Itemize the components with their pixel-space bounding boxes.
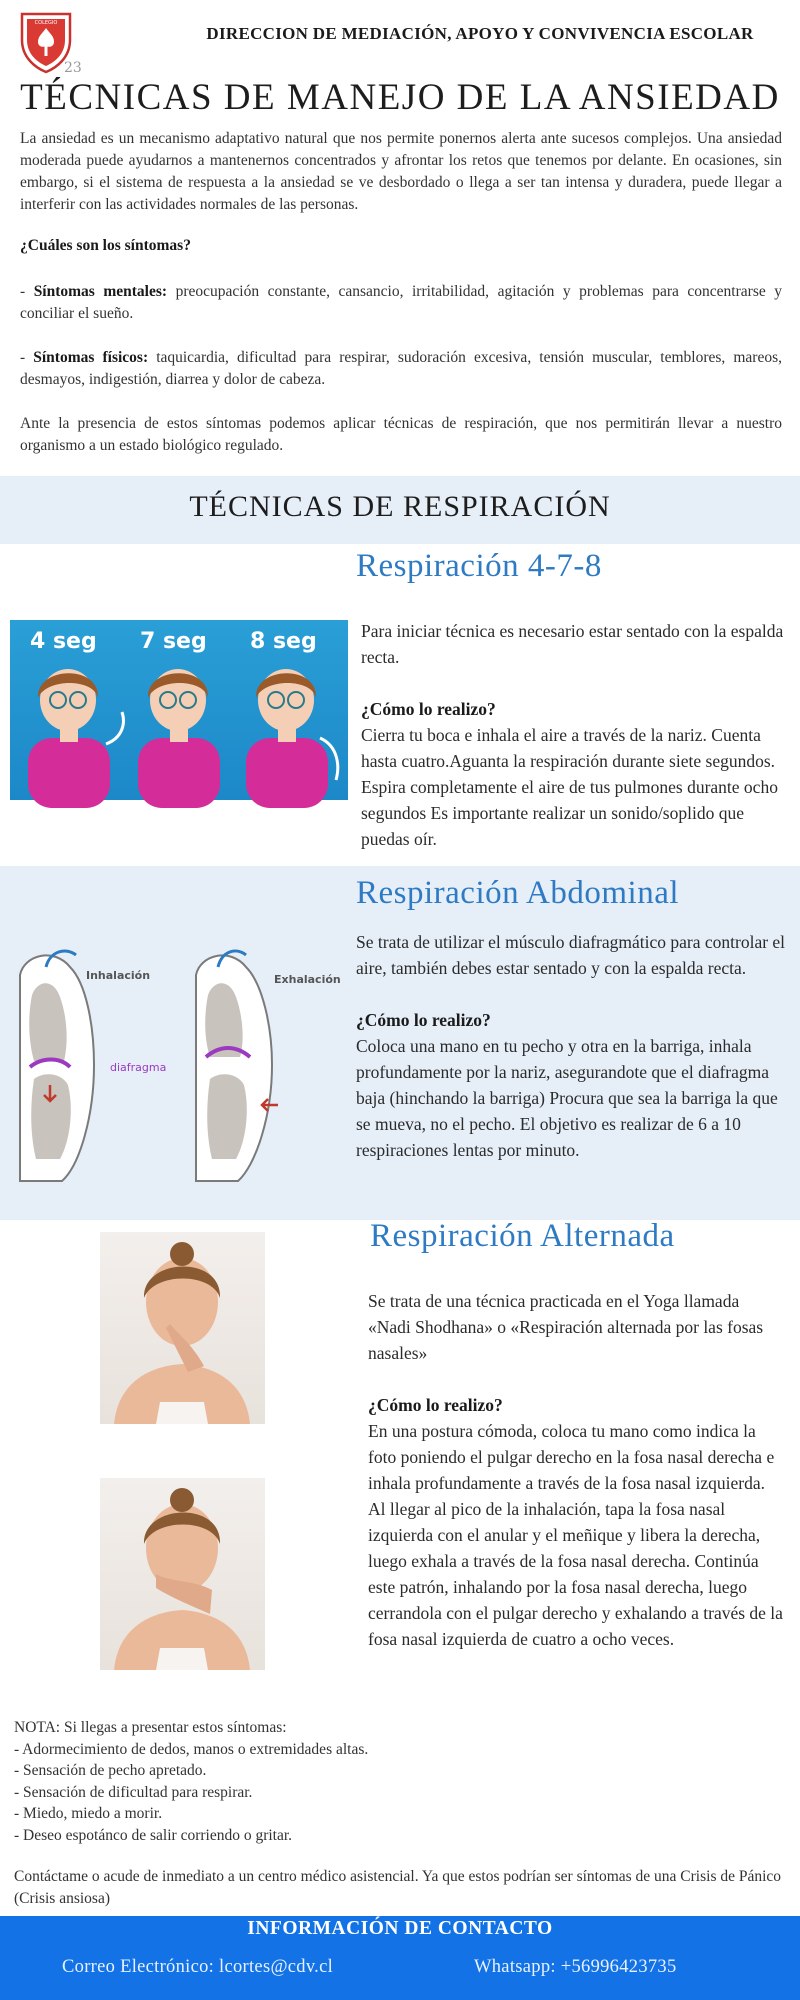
mental-symptoms-label: Síntomas mentales: xyxy=(33,283,168,300)
logo-number: 23 xyxy=(64,60,82,76)
technique-alternate-steps: En una postura cómoda, coloca tu mano como indica la foto poniendo el pulgar derecho en la fosa nasal derecha e inhala profundamente a través de la fosa nasal izquierda. Al llegar al pico de la inhalación, tapa la fosa nasal izquierda con el anular y el meñique y libera la derecha, luego exhala a través de la fosa nasal derecha. Continúa este patrón, inhalando por la fosa nasal derecha, luego cerrandola con el pulgar derecho y exhalando a través de la fosa nasal izquierda de cuatro a ocho veces. xyxy=(368,1421,783,1649)
section-title: TÉCNICAS DE RESPIRACIÓN xyxy=(189,490,611,523)
technique-478-body xyxy=(361,618,791,852)
technique-478-howto: ¿Cómo lo realizo? xyxy=(361,699,496,719)
technique-478-title: Respiración 4-7-8 xyxy=(356,548,602,584)
intro-paragraph: La ansiedad es un mecanismo adaptativo natural que nos permite ponernos alerta ante sucesos complejos. Una ansiedad moderada puede ayudarnos a mantenernos concentrados y afrontar los retos que tenemos por delante. En ocasiones, sin embargo, si el sistema de respuesta a la ansiedad se ve desbordado o llega a ser tan intensa y duradera, puede llegar a interferir con las actividades normales de las personas. xyxy=(20,130,782,213)
girl-figure-1 xyxy=(28,669,110,808)
technique-abdominal-intro: Se trata de utilizar el músculo diafragmático para controlar el aire, también debes estar sentado y con la espalda recta. xyxy=(356,932,786,978)
technique-abdominal-howto: ¿Cómo lo realizo? xyxy=(356,1010,491,1030)
physical-symptoms-text: taquicardia, dificultad para respirar, sudoración excesiva, tensión muscular, temblores, mareos, desmayos, indigestión, diarrea y dolor de cabeza. xyxy=(20,349,782,388)
technique-abdominal-title: Respiración Abdominal xyxy=(356,875,680,911)
mental-symptoms-text: preocupación constante, cansancio, irritabilidad, agitación y problemas para concentrarse y conciliar el sueño. xyxy=(20,283,782,322)
note-item: - Sensación de dificultad para respirar. xyxy=(14,1783,253,1801)
header-title: DIRECCION DE MEDIACIÓN, APOYO Y CONVIVENCIA ESCOLAR xyxy=(206,24,754,43)
girl-figure-3 xyxy=(246,669,338,808)
technique-abdominal-steps: Coloca una mano en tu pecho y otra en la barriga, inhala profundamente por la nariz, asegurandote que el diafragma baja (hinchando la barriga) Procura que sea la barriga la que se mueva, no el pecho. El objetivo es realizar de 6 a 10 respiraciones lentas por minuto. xyxy=(356,1036,778,1160)
label-8-seg: 8 seg xyxy=(250,629,317,654)
arrow-icon xyxy=(106,712,123,744)
exhale-label: Exhalación xyxy=(274,973,341,986)
contact-email-link[interactable]: Correo Electrónico: lcortes@cdv.cl xyxy=(62,1957,334,1977)
school-logo xyxy=(18,10,82,76)
dash: - xyxy=(20,349,26,366)
technique-abdominal-body xyxy=(356,929,792,1163)
technique-478-steps: Cierra tu boca e inhala el aire a través de la nariz. Cuenta hasta cuatro.Aguanta la respiración durante siete segundos. Espira completamente el aire de tus pulmones durante ocho segundos Es importante realizar un sonido/soplido que puedas oír. xyxy=(361,725,778,849)
technique-alternate-howto: ¿Cómo lo realizo? xyxy=(368,1395,503,1415)
technique-alternate-body xyxy=(368,1288,784,1652)
yoga-photo-1 xyxy=(100,1232,265,1424)
label-4-seg: 4 seg xyxy=(30,629,97,654)
diaphragm-label: diafragma xyxy=(110,1061,167,1074)
physical-symptoms-label: Síntomas físicos: xyxy=(33,349,149,366)
symptoms-question: ¿Cuáles son los síntomas? xyxy=(20,237,191,254)
contact-whatsapp-link[interactable]: Whatsapp: +56996423735 xyxy=(474,1957,677,1977)
label-7-seg: 7 seg xyxy=(140,629,207,654)
note-block xyxy=(14,1717,784,1846)
mental-symptoms xyxy=(20,281,782,325)
technique-alternate-title: Respiración Alternada xyxy=(370,1218,675,1254)
technique-alternate-intro: Se trata de una técnica practicada en el Yoga llamada «Nadi Shodhana» o «Respiración alternada por las fosas nasales» xyxy=(368,1291,764,1363)
illustration-478 xyxy=(10,620,348,800)
note-item: - Sensación de pecho apretado. xyxy=(14,1762,207,1779)
inhale-label: Inhalación xyxy=(86,969,151,982)
physical-symptoms xyxy=(20,347,782,391)
girl-figure-2 xyxy=(138,669,220,808)
logo-text: COLEGIO xyxy=(34,20,58,26)
note-item: - Adormecimiento de dedos, manos o extremidades altas. xyxy=(14,1740,369,1758)
footer-title: INFORMACIÓN DE CONTACTO xyxy=(247,1918,553,1939)
illustration-abdominal xyxy=(10,945,342,1185)
technique-478-intro: Para iniciar técnica es necesario estar sentado con la espalda recta. xyxy=(361,621,784,667)
dash: - xyxy=(20,283,26,300)
shield-icon xyxy=(18,10,82,76)
torso-exhale xyxy=(196,955,272,1181)
contact-advice: Contáctame o acude de inmediato a un centro médico asistencial. Ya que estos podrían ser síntomas de una Crisis de Pánico (Crisis ansiosa) xyxy=(14,1868,782,1907)
note-heading: NOTA: Si llegas a presentar estos síntomas: xyxy=(14,1719,287,1736)
yoga-photo-2 xyxy=(100,1478,265,1670)
note-item: - Deseo espotánco de salir corriendo o gritar. xyxy=(14,1826,293,1844)
page-title: TÉCNICAS DE MANEJO DE LA ANSIEDAD xyxy=(20,77,780,118)
note-item: - Miedo, miedo a morir. xyxy=(14,1805,163,1822)
closing-paragraph: Ante la presencia de estos síntomas podemos aplicar técnicas de respiración, que nos permitirán llevar a nuestro organismo a un estado biológico regulado. xyxy=(20,415,782,454)
